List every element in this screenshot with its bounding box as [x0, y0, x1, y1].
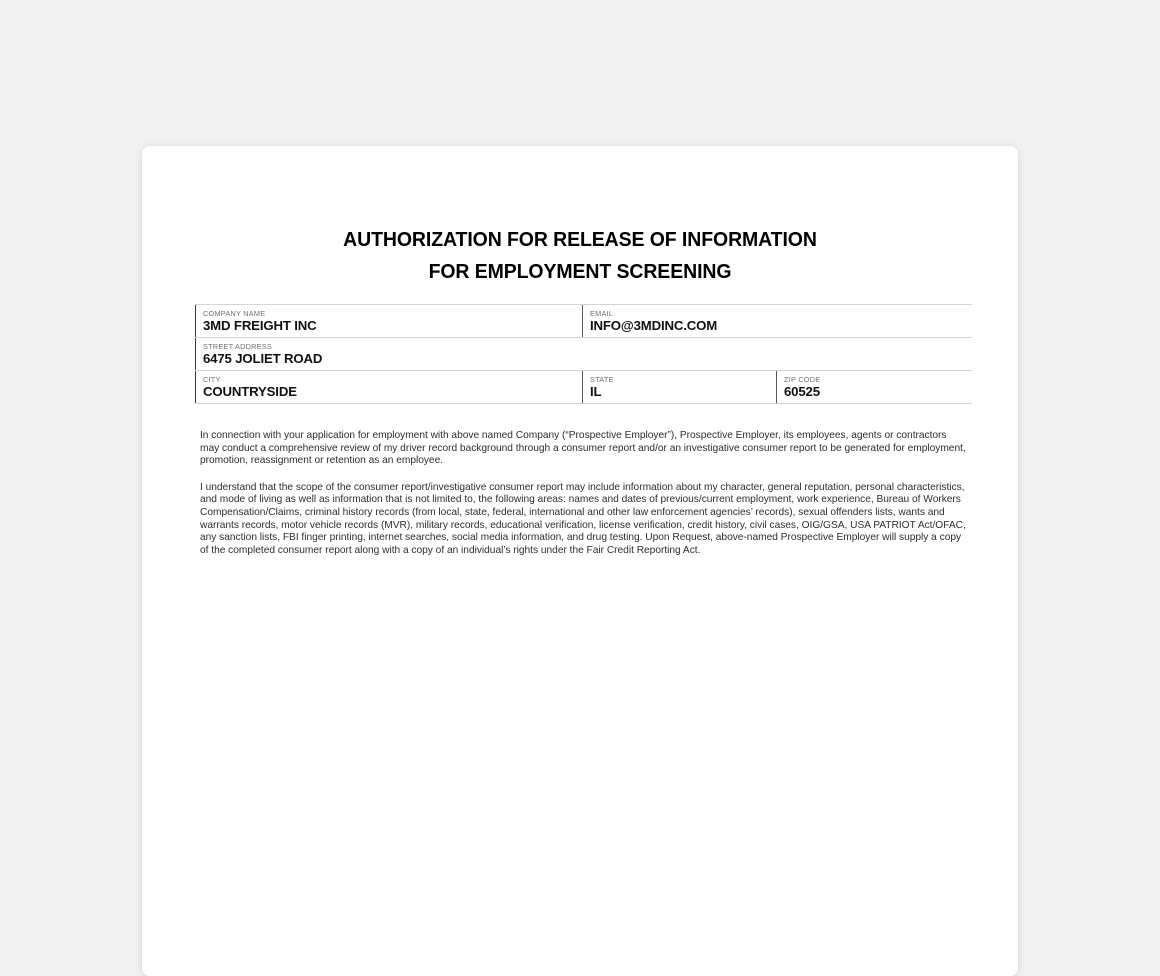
company-info-table: [195, 304, 972, 404]
field-company-name[interactable]: [195, 305, 582, 337]
field-value-company-name: 3MD FREIGHT INC: [203, 318, 317, 333]
table-row: [195, 305, 972, 338]
table-row: [195, 371, 972, 403]
document-body: [200, 430, 968, 557]
field-value-street-address: 6475 JOLIET ROAD: [203, 351, 323, 366]
field-zip-code[interactable]: [776, 371, 972, 403]
field-email[interactable]: [582, 305, 972, 337]
field-label-zip-code: ZIP CODE: [784, 375, 821, 384]
field-state[interactable]: [582, 371, 776, 403]
field-value-zip-code: 60525: [784, 384, 820, 399]
field-value-state: IL: [590, 384, 602, 399]
body-paragraph-1: In connection with your application for employment with above named Company (“Prospective Employer”), Prospective Employer, its employees, agents or contractors may conduct a comprehensive review of my driver record background through a consumer report and/or an investigative consumer report to be generated for employment, promotion, reassignment or retention as an employee.: [200, 430, 966, 467]
field-street-address[interactable]: [195, 338, 972, 370]
page-title-line-2: FOR EMPLOYMENT SCREENING: [428, 260, 732, 283]
field-label-state: STATE: [590, 375, 614, 384]
page-title-line-1: AUTHORIZATION FOR RELEASE OF INFORMATION: [343, 228, 817, 251]
body-paragraph-2: I understand that the scope of the consumer report/investigative consumer report may include information about my character, general reputation, personal characteristics, and mode of living as well as information that is not limited to, the following areas: names and dates of previous/current employment, work experience, Bureau of Workers Compensation/Claims, criminal history records (from local, state, federal, international and other law enforcement agencies’ records), sexual offenders lists, wants and warrants records, motor vehicle records (MVR), military records, educational verification, license verification, credit history, civil cases, OIG/GSA, USA PATRIOT Act/OFAC, any sanction lists, FBI finger printing, internet searches, social media information, and drug testing. Upon Request, above-named Prospective Employer will supply a copy of the completed consumer report along with a copy of an individual’s rights under the Fair Credit Reporting Act.: [200, 481, 966, 556]
field-label-street-address: STREET ADDRESS: [203, 342, 273, 351]
field-city[interactable]: [195, 371, 582, 403]
field-label-city: CITY: [203, 375, 221, 384]
page-title: [142, 224, 1018, 288]
table-row: [195, 338, 972, 371]
field-value-email: INFO@3MDINC.COM: [590, 318, 718, 333]
field-value-city: COUNTRYSIDE: [203, 384, 297, 399]
field-label-email: EMAIL: [590, 309, 614, 318]
document-page: [142, 146, 1018, 976]
field-label-company-name: COMPANY NAME: [203, 309, 266, 318]
